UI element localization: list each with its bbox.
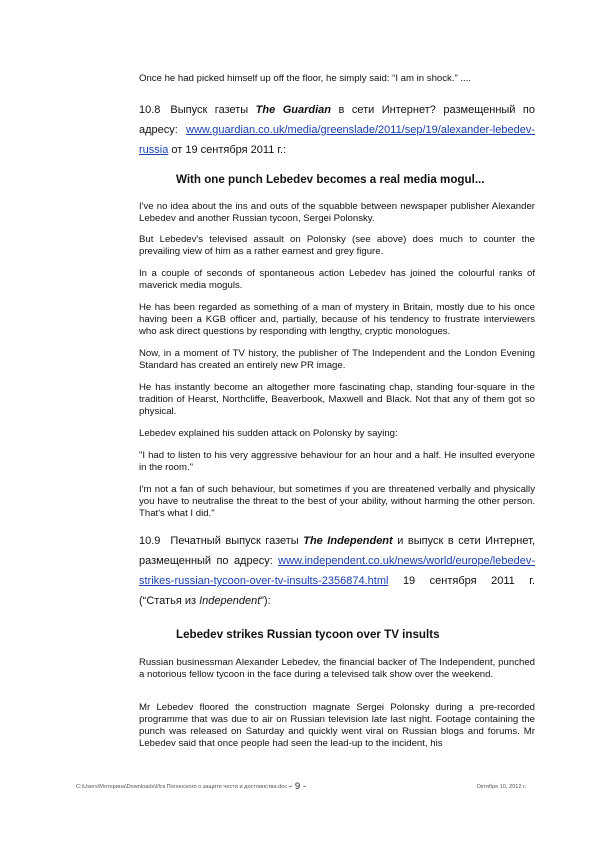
footer-date: Октября 10, 2012 г.: [476, 784, 526, 790]
article-paragraph: Now, in a moment of TV history, the publisher of The Independent and the London Evening Standard has created an entirely new PR image.: [139, 348, 535, 371]
section-10-9-heading: [139, 531, 535, 611]
article-headline: With one punch Lebedev becomes a real media mogul...: [176, 173, 485, 186]
section-text: в сети Интернет? размещенный по адресу:: [139, 104, 536, 136]
page-number: - 9 -: [289, 781, 307, 792]
article-paragraph: Russian businessman Alexander Lebedev, the financial backer of The Independent, punched a notorious fellow tycoon in the face during a televised talk show over the weekend.: [139, 657, 535, 680]
article-paragraph: In a couple of seconds of spontaneous action Lebedev has joined the colourful ranks of maverick media moguls.: [139, 268, 535, 291]
section-text: Выпуск газеты: [170, 104, 256, 116]
page-footer: [76, 781, 526, 793]
article-paragraph: Mr Lebedev floored the construction magnate Sergei Polonsky during a pre-recorded programme that was due to air on Russian television late last night. Footage containing the punch was released on Saturday and quickly went viral on Russian blogs and forums. Mr Lebedev said that once people had seen the lead-up to the incident, his: [139, 702, 535, 749]
article-paragraph: He has been regarded as something of a man of mystery in Britain, mostly due to his once having been a KGB officer and, partially, because of his tendency to frustrate interviewers who ask direct questions by responding with lengthy, cryptic monologues.: [139, 302, 535, 337]
section-number: 10.8: [139, 104, 161, 116]
article-quote: I'm not a fan of such behaviour, but sometimes if you are threatened verbally and physically you have to neutralise the threat to the best of your ability, without harming the other person. That's what I did.": [139, 484, 535, 519]
article-paragraph: He has instantly become an altogether more fascinating chap, standing four-square in the tradition of Hearst, Northcliffe, Beaverbook, Maxwell and Black. Not that any of them got so physical.: [139, 382, 535, 417]
section-text: и выпуск в сети Интернет, размещенный по адресу:: [139, 535, 536, 567]
article-paragraph: Lebedev explained his sudden attack on Polonsky by saying:: [139, 428, 398, 439]
section-text: Печатный выпуск газеты: [170, 535, 304, 547]
article-headline: Lebedev strikes Russian tycoon over TV insults: [176, 628, 440, 641]
article-paragraph: I've no idea about the ins and outs of the squabble between newspaper publisher Alexander Lebedev and another Russian tycoon, Sergei Polonsky.: [139, 201, 535, 224]
independent-article-link[interactable]: www.independent.co.uk/news/world/europe/lebedev-strikes-russian-tycoon-over-tv-insults-2356874.html: [139, 555, 535, 587]
footer-file-path: C:\Users\Моторина\Downloads\Иск Полонского о защите чести и достоинства.doc: [76, 784, 288, 790]
article-quote: "I had to listen to his very aggressive behaviour for an hour and a half. He insulted everyone in the room.": [139, 450, 535, 473]
newspaper-name: Independent: [199, 595, 261, 607]
section-date: от 19 сентября 2011 г.:: [168, 144, 287, 156]
newspaper-name: The Independent: [303, 535, 393, 547]
article-paragraph: But Lebedev's televised assault on Polonsky (see above) does much to counter the prevailing view of him as a rather earnest and grey figure.: [139, 234, 535, 257]
newspaper-name: The Guardian: [255, 104, 332, 116]
section-date: 19 сентября 2011 г. (“Статья из: [139, 575, 535, 607]
guardian-article-link[interactable]: www.guardian.co.uk/media/greenslade/2011/sep/19/alexander-lebedev-russia: [139, 124, 535, 156]
section-number: 10.9: [139, 535, 161, 547]
section-text: ”):: [260, 595, 271, 607]
intro-paragraph: Once he had picked himself up off the floor, he simply said: “I am in shock.” ....: [139, 73, 472, 84]
section-10-8-heading: [139, 100, 535, 160]
